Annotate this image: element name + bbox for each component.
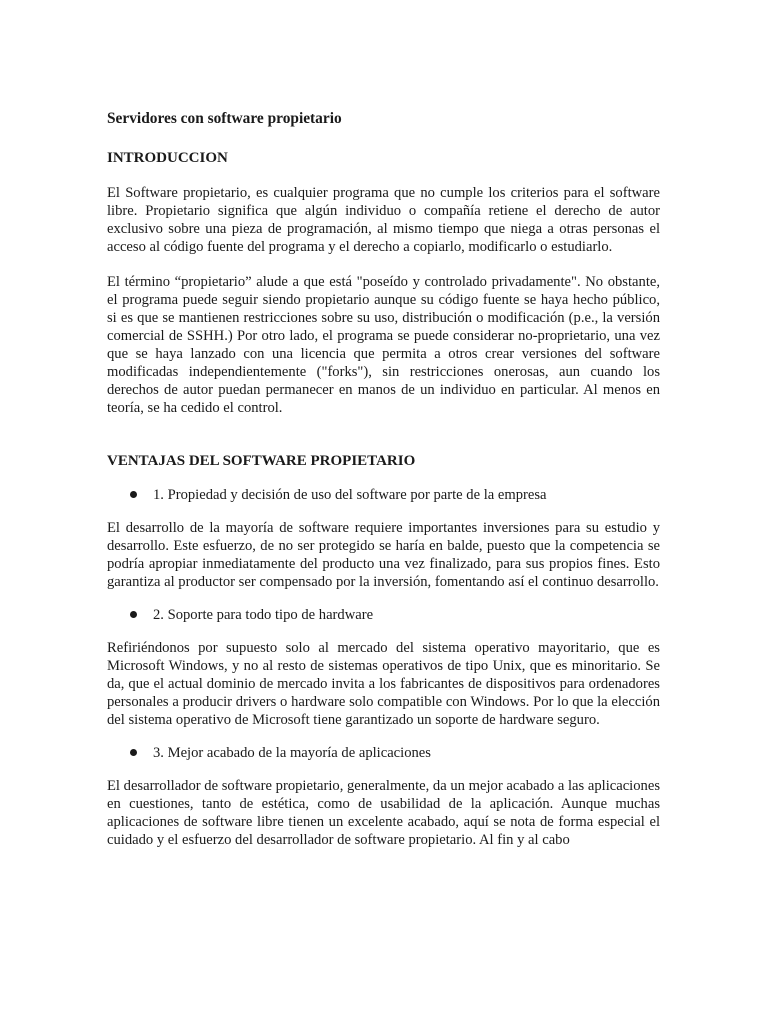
bullet-label: 2. Soporte para todo tipo de hardware (153, 607, 374, 623)
bullet-item (107, 606, 660, 624)
ventaja-paragraph: El desarrollo de la mayoría de software requiere importantes inversiones para su estudio y desarrollo. Este esfuerzo, de no ser protegido se haría en balde, puesto que la competencia se podría apropiar inmediatamente del producto una vez finalizado, para sus propios fines. Esto garantiza al productor ser compensado por la inversión, fomentando así el continuo desarrollo. (107, 520, 660, 590)
bullet-icon (130, 749, 137, 756)
bullet-icon (130, 611, 137, 618)
bullet-item (107, 744, 660, 762)
bullet-icon (130, 491, 137, 498)
ventaja-paragraph: Refiriéndonos por supuesto solo al mercado del sistema operativo mayoritario, que es Microsoft Windows, y no al resto de sistemas operativos de tipo Unix, que es minoritario. Se da, que el actual dominio de mercado invita a los fabricantes de dispositivos para ordenadores personales a producir drivers o hardware solo compatible con Windows. Por lo que la elección del sistema operativo de Microsoft tiene garantizado un soporte de hardware seguro. (107, 640, 660, 728)
ventaja-paragraph: El desarrollador de software propietario, generalmente, da un mejor acabado a las aplicaciones en cuestiones, tanto de estética, como de usabilidad de la aplicación. Aunque muchas aplicaciones de software libre tienen un excelente acabado, aquí se nota de forma especial el cuidado y el esfuerzo del desarrollador de software propietario. Al fin y al cabo (107, 778, 660, 848)
intro-paragraph: El Software propietario, es cualquier programa que no cumple los criterios para el software libre. Propietario significa que algún individuo o compañía retiene el derecho de autor exclusivo sobre una pieza de programación, al mismo tiempo que niega a otras personas el acceso al código fuente del programa y el derecho a copiarlo, modificarlo o estudiarlo. (107, 185, 660, 255)
bullet-label: 3. Mejor acabado de la mayoría de aplicaciones (153, 745, 431, 761)
bullet-label: 1. Propiedad y decisión de uso del software por parte de la empresa (153, 487, 547, 503)
intro-heading: INTRODUCCION (107, 150, 228, 166)
document-title: Servidores con software propietario (107, 110, 342, 127)
intro-paragraph: El término “propietario” alude a que está "poseído y controlado privadamente". No obstante, el programa puede seguir siendo propietario aunque su código fuente se haya hecho público, si es que se mantienen restricciones sobre su uso, distribución o modificación (p.e., la versión comercial de SSHH.) Por otro lado, el programa se puede considerar no-proprietario, una vez que se haya lanzado con una licencia que permita a otros crear versiones del software modificadas independientemente ("forks"), sin restricciones onerosas, aun cuando los derechos de autor puedan permanecer en manos de un individuo en particular. Al menos en teoría, se ha cedido el control. (107, 274, 660, 416)
bullet-item (107, 486, 660, 504)
document-content (107, 109, 660, 849)
ventajas-heading: VENTAJAS DEL SOFTWARE PROPIETARIO (107, 453, 416, 469)
